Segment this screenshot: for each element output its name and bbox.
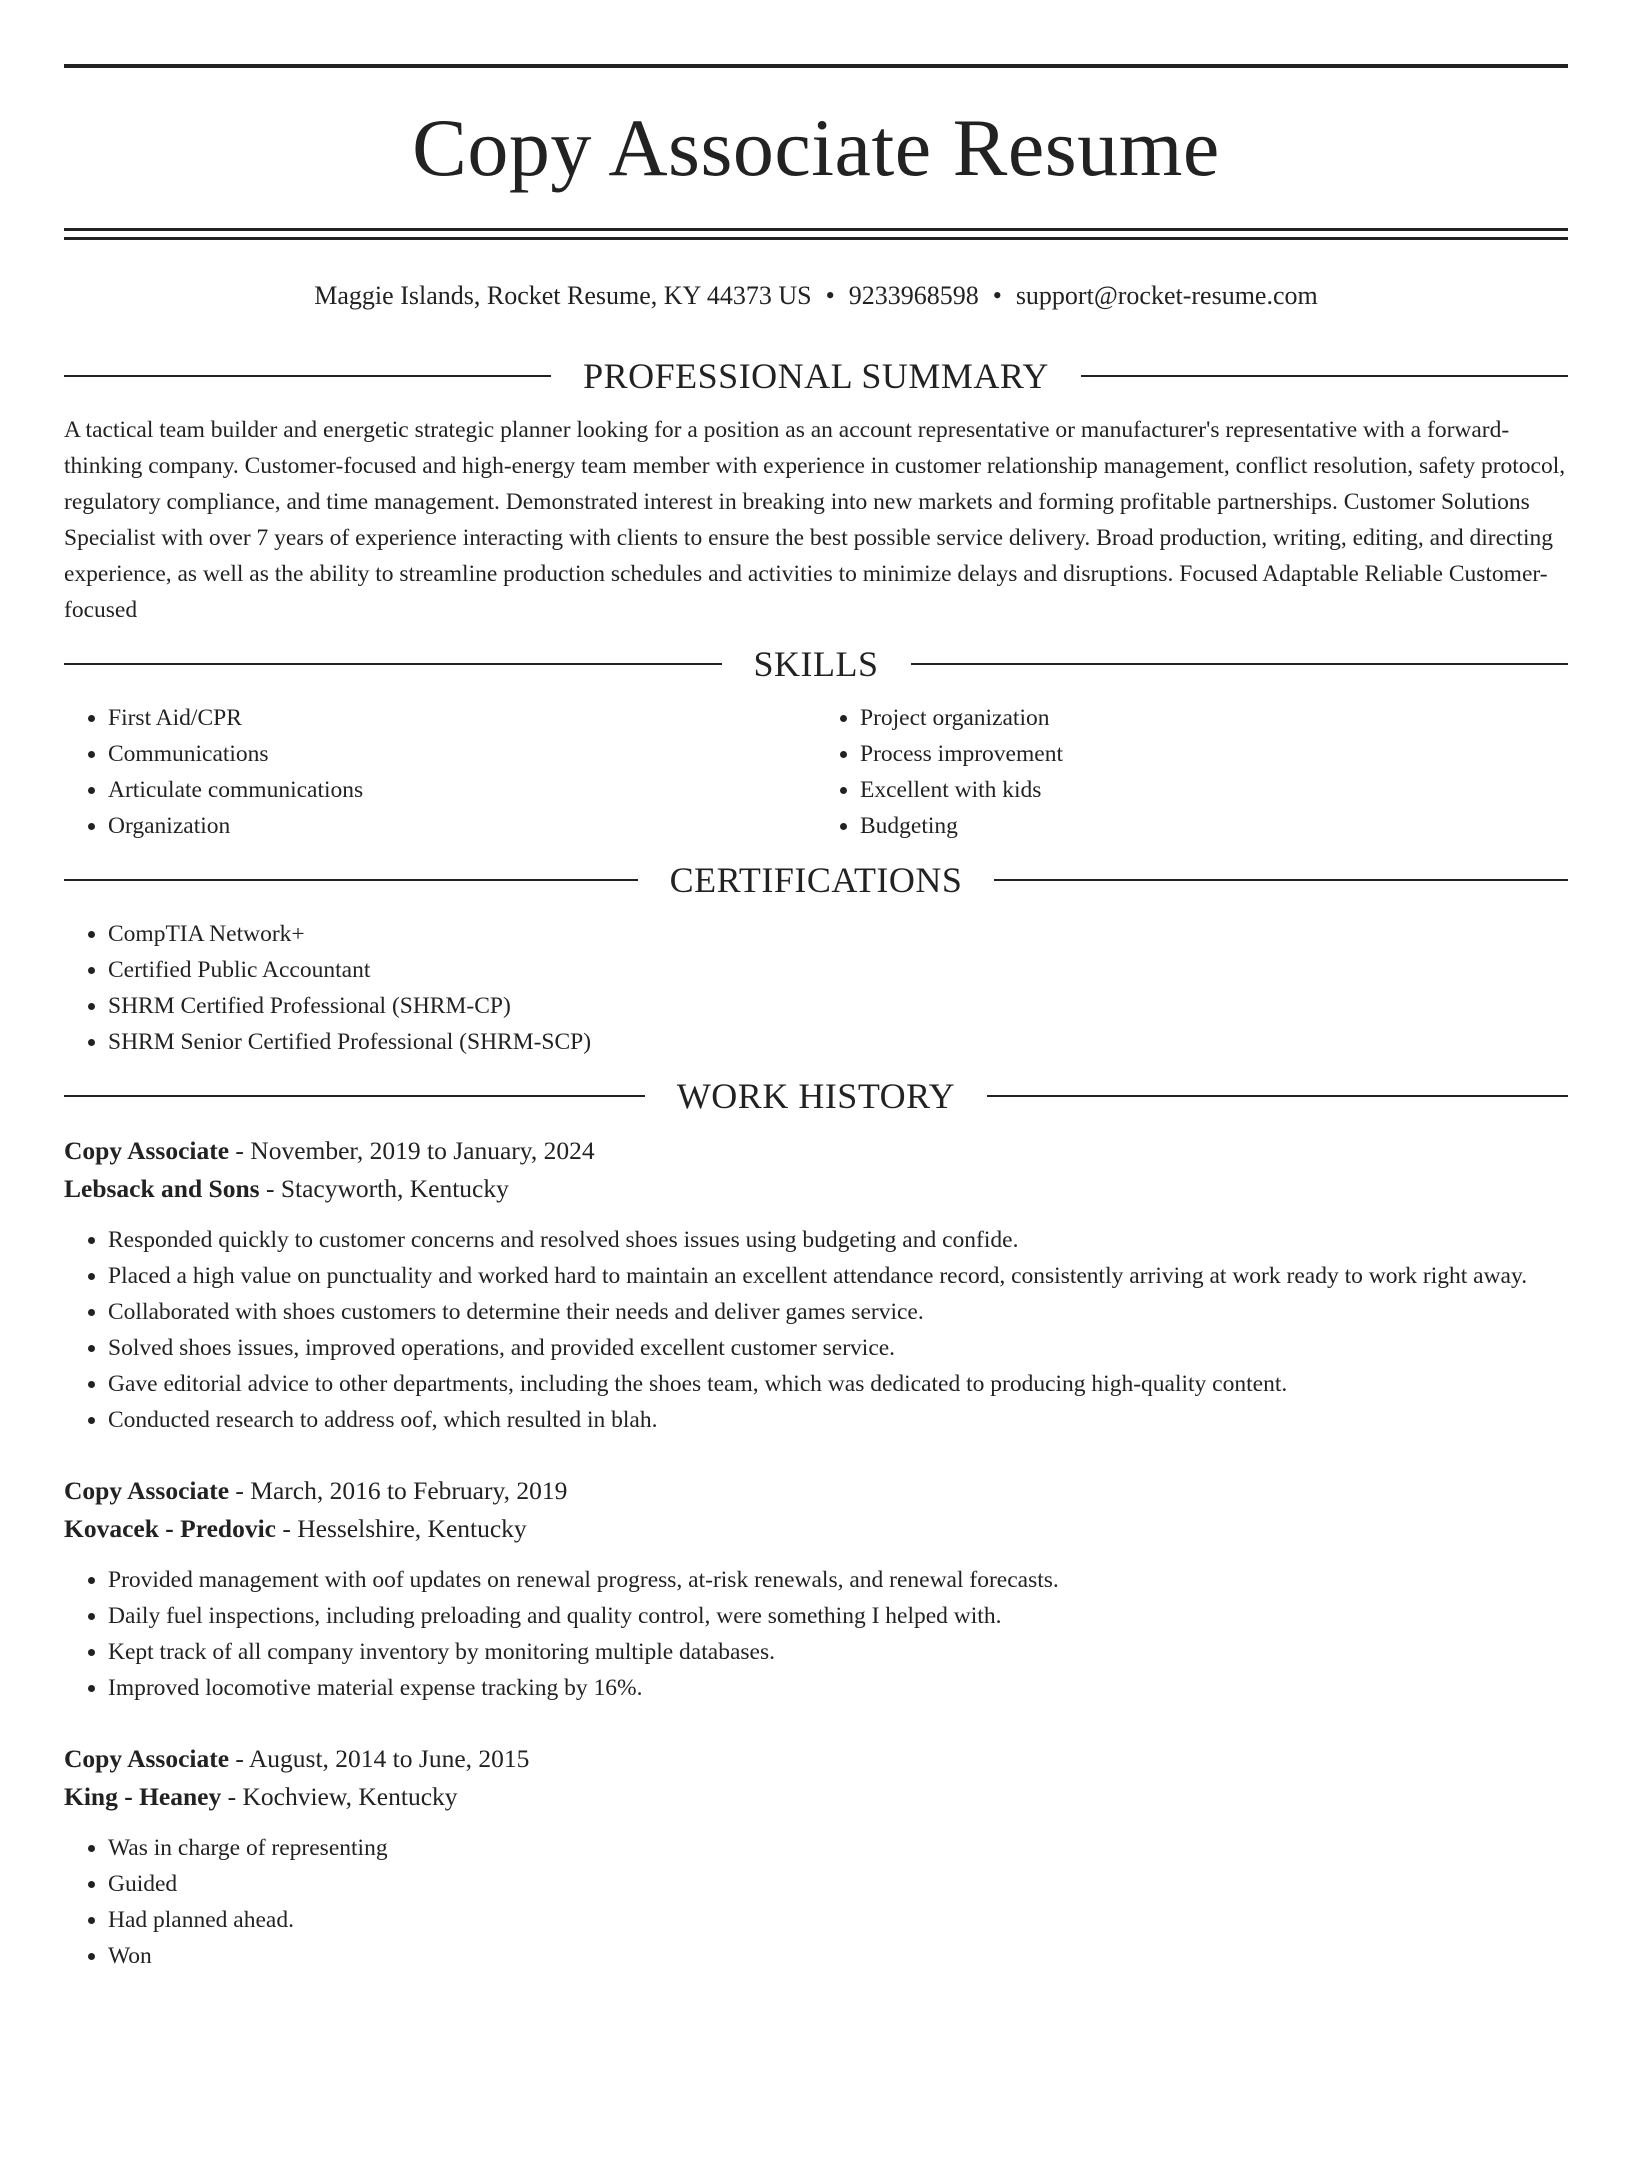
header-top-rule (64, 64, 1568, 68)
job-title: Copy Associate (64, 1744, 230, 1773)
heading-rule (64, 1095, 645, 1097)
job-bullets (64, 1562, 1568, 1706)
resume-title: Copy Associate Resume (412, 102, 1220, 193)
job-entry (64, 1740, 1568, 1974)
job-bullet: • Gave editorial advice to other departments, including the shoes team, which was dedicated to producing high-quality content. (108, 1366, 1568, 1402)
skill-item: • Excellent with kids (860, 772, 1568, 808)
heading-rule (64, 879, 638, 881)
job-entry (64, 1132, 1568, 1438)
skills-column-left (64, 700, 816, 844)
section-title: CERTIFICATIONS (669, 860, 963, 900)
job-bullet: • Placed a high value on punctuality and worked hard to maintain an excellent attendance record, consistently arriving at work ready to work right away. (108, 1258, 1568, 1294)
section-title: WORK HISTORY (676, 1076, 956, 1116)
job-company: Kovacek - Predovic (64, 1514, 276, 1543)
certification-item: • SHRM Senior Certified Professional (SHRM-SCP) (108, 1024, 1568, 1060)
job-title-line (64, 1740, 1568, 1778)
resume-page (0, 64, 1632, 2176)
heading-rule (64, 375, 551, 377)
job-company-line (64, 1510, 1568, 1548)
skill-item: • Budgeting (860, 808, 1568, 844)
heading-rule (994, 879, 1568, 881)
heading-rule (987, 1095, 1568, 1097)
job-bullet: • Won (108, 1938, 1568, 1974)
header-double-rule (64, 228, 1568, 240)
job-title: Copy Associate (64, 1476, 230, 1505)
job-bullet: • Responded quickly to customer concerns and resolved shoes issues using budgeting and confide. (108, 1222, 1568, 1258)
job-bullet: • Was in charge of representing (108, 1830, 1568, 1866)
skills-list (64, 700, 1568, 844)
job-company-line (64, 1170, 1568, 1208)
job-location: - Stacyworth, Kentucky (265, 1174, 509, 1203)
section-heading-skills (64, 642, 1568, 686)
section-title: SKILLS (753, 644, 879, 684)
job-title: Copy Associate (64, 1136, 230, 1165)
job-bullet: • Kept track of all company inventory by monitoring multiple databases. (108, 1634, 1568, 1670)
contact-email: support@rocket-resume.com (1015, 281, 1318, 310)
section-heading-work-history (64, 1074, 1568, 1118)
job-bullet: • Had planned ahead. (108, 1902, 1568, 1938)
job-bullet: • Daily fuel inspections, including preloading and quality control, were something I helped with. (108, 1598, 1568, 1634)
job-location: - Hesselshire, Kentucky (282, 1514, 527, 1543)
job-bullet: • Improved locomotive material expense tracking by 16%. (108, 1670, 1568, 1706)
heading-rule (911, 663, 1569, 665)
skill-item: • Project organization (860, 700, 1568, 736)
job-title-line (64, 1132, 1568, 1170)
job-company: Lebsack and Sons (64, 1174, 260, 1203)
skill-item: • Communications (108, 736, 816, 772)
contact-phone: 9233968598 (848, 281, 979, 310)
section-heading-summary (64, 354, 1568, 398)
certifications-list (64, 916, 1568, 1060)
skills-column-right (816, 700, 1568, 844)
skill-item: • First Aid/CPR (108, 700, 816, 736)
job-bullet: • Solved shoes issues, improved operations, and provided excellent customer service. (108, 1330, 1568, 1366)
job-bullet: • Guided (108, 1866, 1568, 1902)
job-bullet: • Provided management with oof updates on renewal progress, at-risk renewals, and renewal forecasts. (108, 1562, 1568, 1598)
job-entry (64, 1472, 1568, 1706)
heading-rule (64, 663, 722, 665)
job-company: King - Heaney (64, 1782, 222, 1811)
certification-item: • Certified Public Accountant (108, 952, 1568, 988)
job-bullet: • Conducted research to address oof, which resulted in blah. (108, 1402, 1568, 1438)
certification-item: • SHRM Certified Professional (SHRM-CP) (108, 988, 1568, 1024)
job-title-line (64, 1472, 1568, 1510)
skill-item: • Articulate communications (108, 772, 816, 808)
job-dates: - March, 2016 to February, 2019 (235, 1476, 568, 1505)
summary-paragraph: A tactical team builder and energetic strategic planner looking for a position as an account representative or manufacturer's representative with a forward-thinking company. Customer-focused and high-energy team member with experience in customer relationship management, conflict resolution, safety protocol, regulatory compliance, and time management. Demonstrated interest in breaking into new markets and forming profitable partnerships. Customer Solutions Specialist with over 7 years of experience interacting with clients to ensure the best possible service delivery. Broad production, writing, editing, and directing experience, as well as the ability to streamline production schedules and activities to minimize delays and disruptions. Focused Adaptable Reliable Customer-focused (64, 417, 1566, 623)
skill-item: • Organization (108, 808, 816, 844)
section-title: PROFESSIONAL SUMMARY (583, 356, 1049, 396)
skill-item: • Process improvement (860, 736, 1568, 772)
contact-line (64, 278, 1568, 314)
contact-separator: • (992, 281, 1002, 310)
job-location: - Kochview, Kentucky (227, 1782, 458, 1811)
contact-address: Maggie Islands, Rocket Resume, KY 44373 US (314, 281, 812, 310)
heading-rule (1081, 375, 1568, 377)
job-company-line (64, 1778, 1568, 1816)
job-dates: - August, 2014 to June, 2015 (235, 1744, 530, 1773)
section-heading-certifications (64, 858, 1568, 902)
job-bullets (64, 1830, 1568, 1974)
job-bullet: • Collaborated with shoes customers to determine their needs and deliver games service. (108, 1294, 1568, 1330)
contact-separator: • (825, 281, 835, 310)
job-bullets (64, 1222, 1568, 1438)
certification-item: • CompTIA Network+ (108, 916, 1568, 952)
job-dates: - November, 2019 to January, 2024 (235, 1136, 595, 1165)
